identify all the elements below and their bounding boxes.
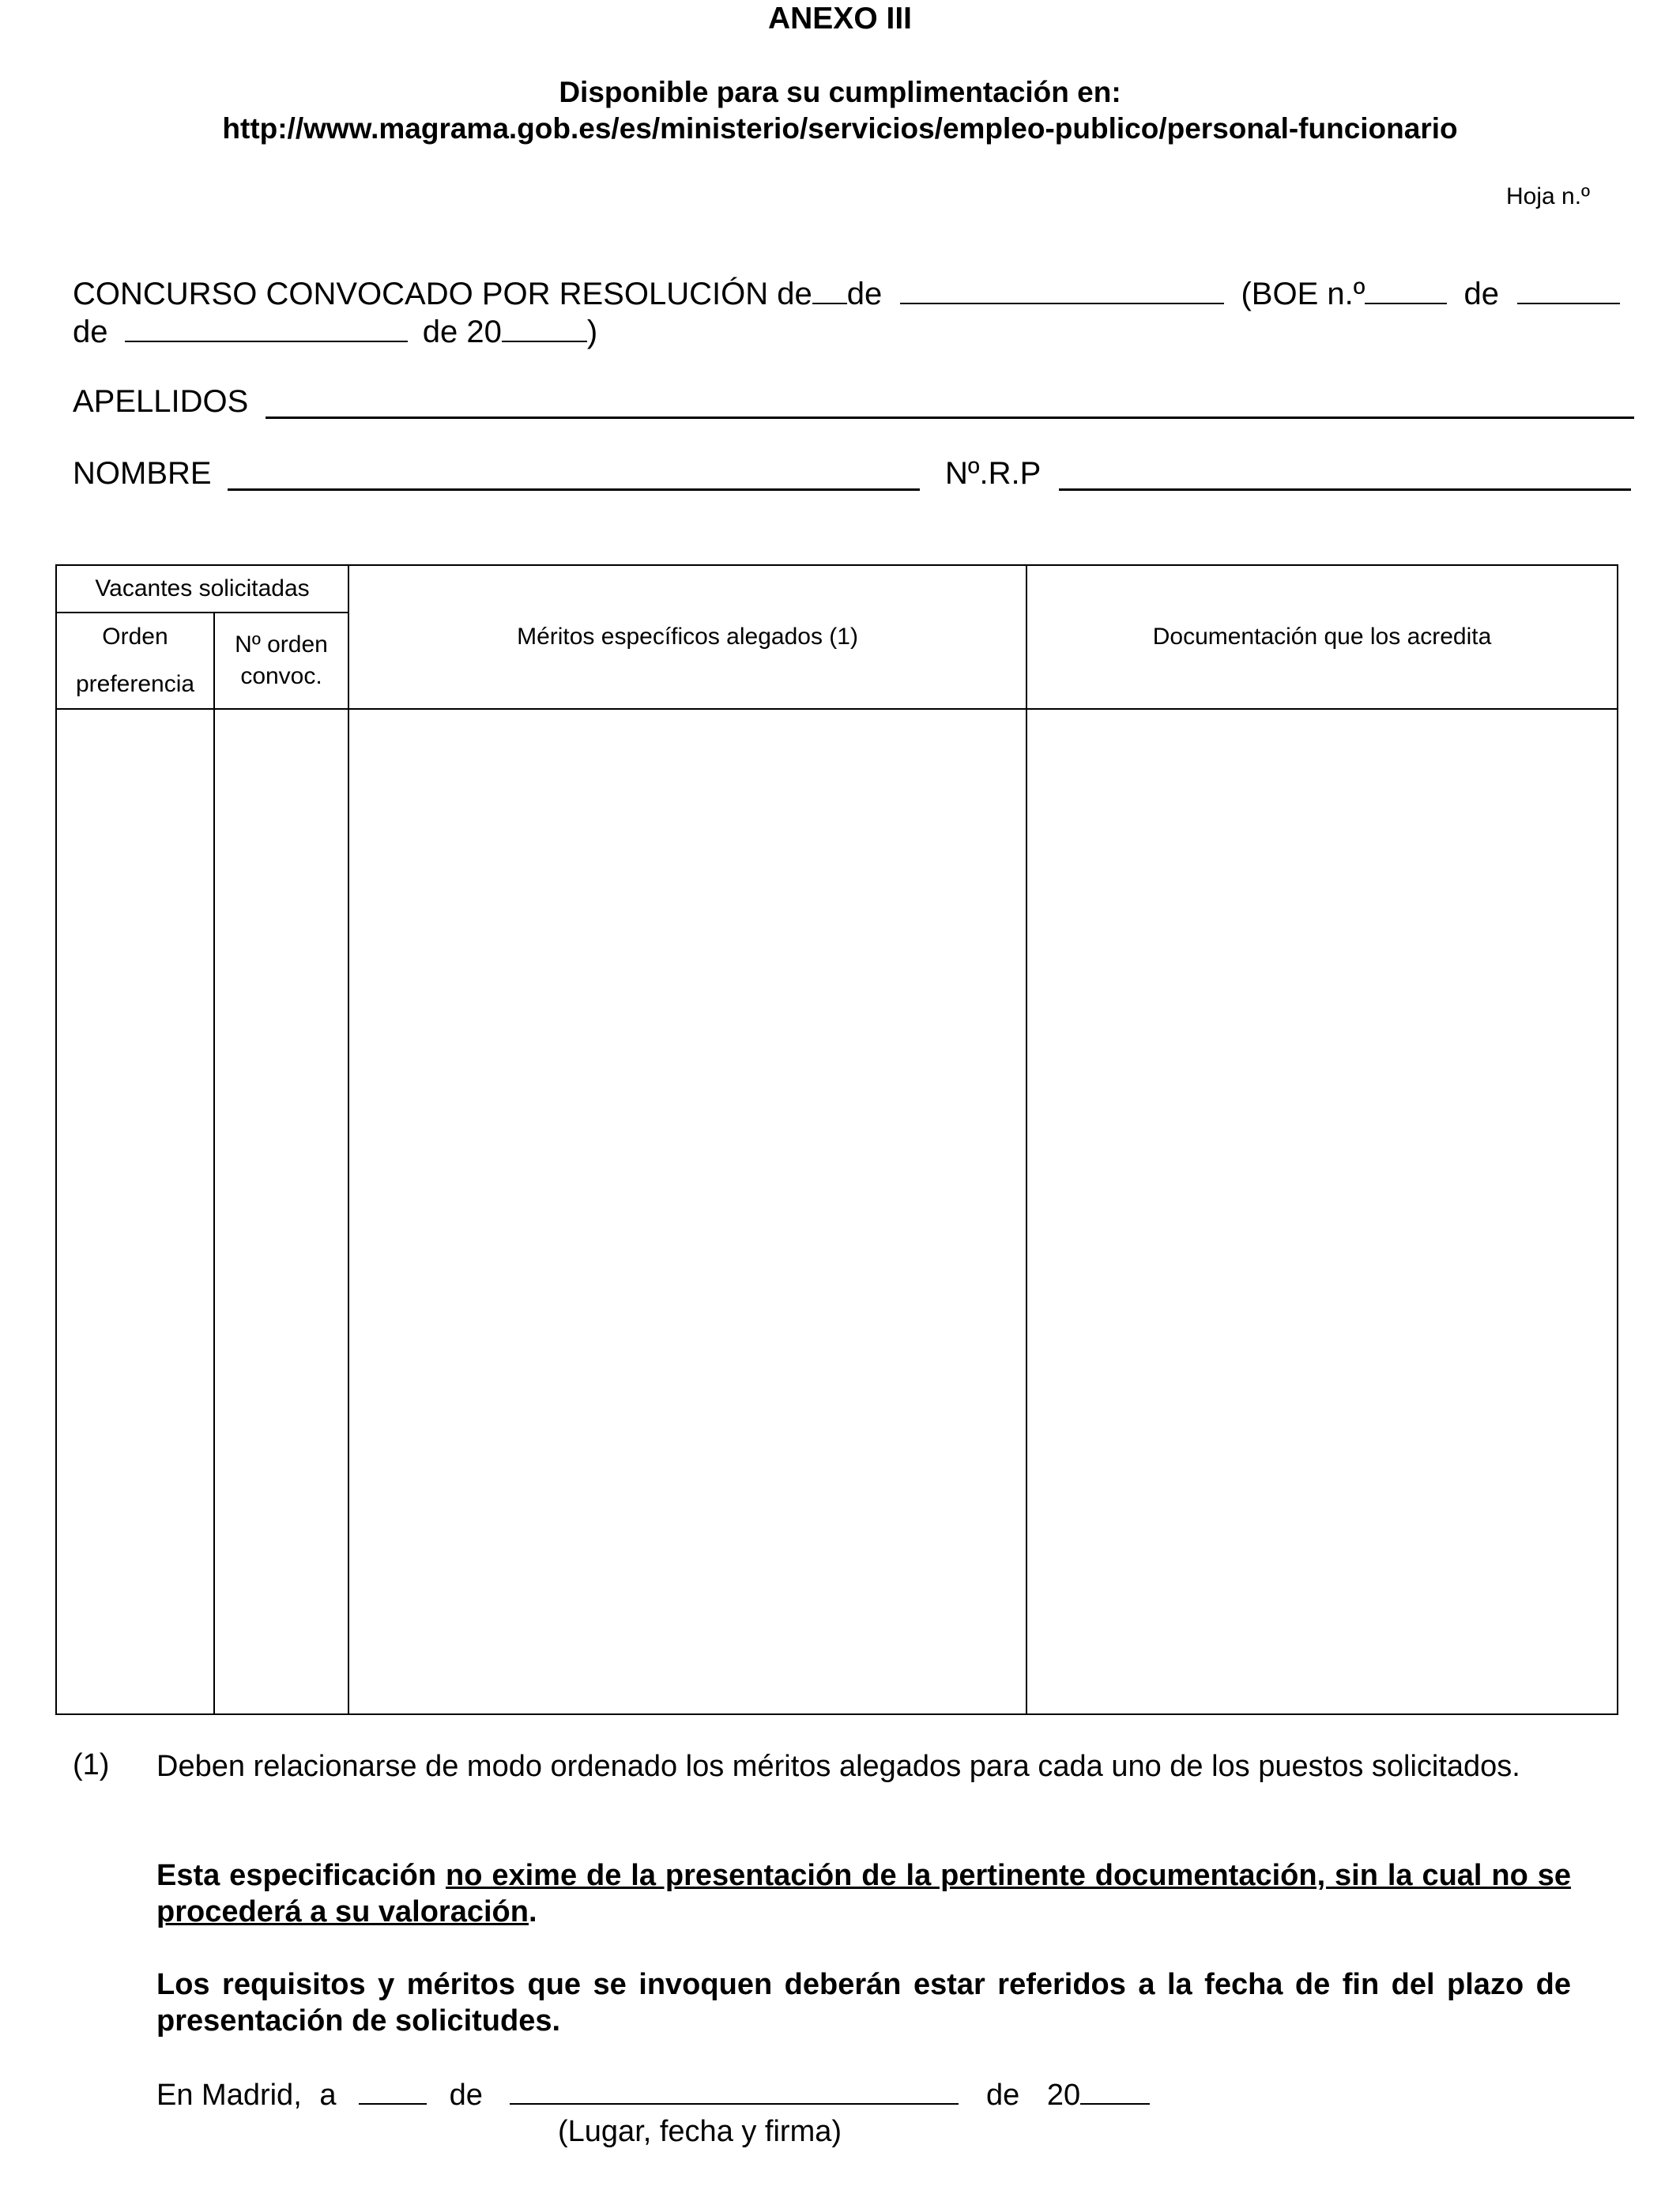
vacantes-header: Vacantes solicitadas: [56, 565, 348, 613]
boe-label: (BOE n.º: [1241, 277, 1365, 311]
boe-year-field[interactable]: [502, 340, 587, 342]
availability-label: Disponible para su cumplimentación en:: [559, 76, 1121, 108]
spec-lead: Esta especificación: [156, 1859, 437, 1892]
year-prefix: 20: [1046, 2079, 1081, 2112]
nrp-field[interactable]: [1059, 488, 1631, 491]
resolution-label: CONCURSO CONVOCADO POR RESOLUCIÓN de: [73, 277, 812, 311]
spec-underlined: no exime de la presentación de la pertinente documentación, sin la cual no se procederá a su valoración: [156, 1859, 1572, 1928]
de-label: de: [449, 2079, 483, 2112]
numero-orden-cell[interactable]: [214, 709, 348, 1714]
requirements-note: Los requisitos y méritos que se invoquen deberán estar referidos a la fecha de fin del plazo de presentación de solicitudes.: [156, 1968, 1571, 2038]
de2-label: de: [985, 2079, 1020, 2112]
footnote-number: (1): [73, 1748, 110, 1781]
resolution-day-field[interactable]: [812, 302, 847, 304]
document-title: ANEXO III: [767, 2, 913, 36]
specification-note: [156, 1857, 1571, 1930]
norden-header-line1: Nº orden: [235, 631, 328, 658]
documentacion-header: Documentación que los acredita: [1026, 565, 1618, 709]
day-field[interactable]: [359, 2102, 427, 2105]
resolution-de-label: de: [846, 277, 883, 311]
place-label: En Madrid,: [156, 2079, 302, 2112]
numero-orden-header: [214, 613, 348, 709]
norden-header-line2: convoc.: [240, 663, 322, 689]
month-field[interactable]: [510, 2102, 959, 2105]
boe-de-label: de: [1463, 277, 1499, 311]
resolution-month-field[interactable]: [900, 302, 1224, 304]
apellidos-label: APELLIDOS: [73, 384, 249, 419]
a-label: a: [319, 2079, 337, 2112]
orden-header-line2: preferencia: [75, 671, 195, 697]
orden-header-line1: Orden: [102, 624, 168, 650]
footnote-text: Deben relacionarse de modo ordenado los méritos alegados para cada uno de los puestos solicitados.: [156, 1750, 1520, 1783]
apellidos-field[interactable]: [266, 417, 1634, 419]
spec-end: .: [528, 1895, 537, 1928]
resolution-close-paren: ): [586, 315, 598, 349]
nombre-field[interactable]: [228, 488, 920, 491]
meritos-header: Méritos específicos alegados (1): [348, 565, 1026, 709]
meritos-cell[interactable]: [348, 709, 1026, 1714]
resolution-line-1: [73, 277, 1620, 312]
availability-url[interactable]: http://www.magrama.gob.es/es/ministerio/servicios/empleo-publico/personal-funcionario: [222, 112, 1458, 145]
resolution-line2-de-label: de: [73, 315, 108, 349]
boe-day-field[interactable]: [1517, 302, 1620, 304]
boe-number-field[interactable]: [1365, 302, 1447, 304]
resolution-line-2: [73, 315, 597, 350]
orden-preferencia-header: [56, 613, 214, 709]
signature-caption: (Lugar, fecha y firma): [558, 2115, 842, 2148]
nombre-label: NOMBRE: [73, 456, 212, 491]
nrp-label: Nº.R.P: [945, 456, 1042, 491]
sheet-number-label: Hoja n.º: [1506, 183, 1591, 209]
documentacion-cell[interactable]: [1026, 709, 1618, 1714]
merits-table: [55, 564, 1618, 1715]
boe-month-field[interactable]: [125, 340, 408, 342]
year-label: de 20: [422, 315, 502, 349]
signature-line: [156, 2079, 1150, 2113]
orden-preferencia-cell[interactable]: [56, 709, 214, 1714]
year-field[interactable]: [1080, 2102, 1150, 2105]
